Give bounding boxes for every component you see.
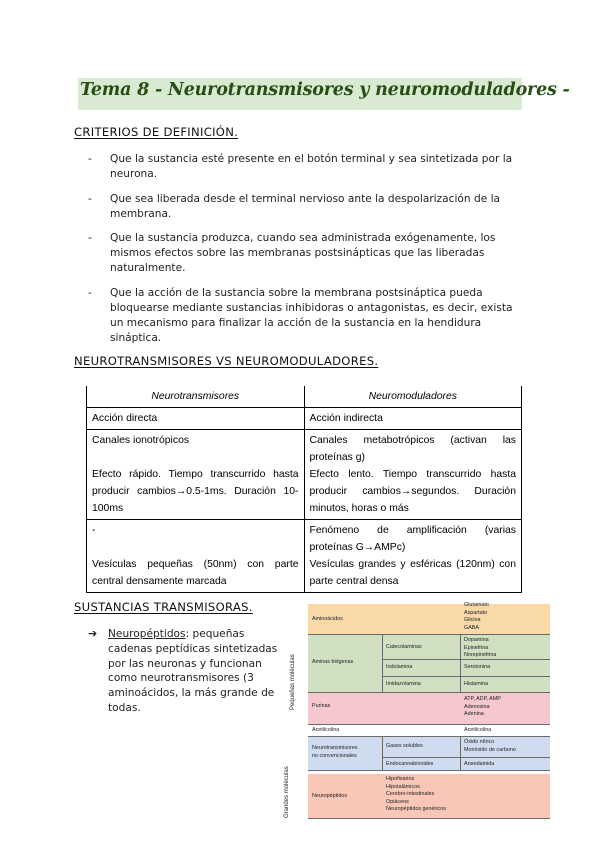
heading-sustancias: SUSTANCIAS TRANSMISORAS.: [74, 600, 253, 614]
table-header-row: [87, 386, 522, 408]
neuropeptidos-text-block: [108, 627, 278, 716]
label-aminas: Aminas biógenas: [312, 659, 354, 665]
list-item-text: Que la acción de la sustancia sobre la membrana postsináptica pueda bloquearse mediante sustancias inhibidoras o antagonistas, es decir, exista un mecanismo para finalizar la acción de la sustancia en la hendidura sináptica.: [110, 286, 513, 344]
divider-line: [308, 692, 550, 693]
divider-line: [382, 736, 383, 770]
side-label-large: Grandes moléculas: [284, 766, 290, 818]
table-row: [87, 430, 522, 520]
items-neuropeptidos: Hipofisarios Hipotalámicos Cerebro-intestinales Opiáceos Neuropéptidos genéricos: [386, 776, 446, 813]
divider-line: [460, 736, 461, 770]
band-acetilcolina: [308, 724, 550, 736]
list-item: [88, 192, 528, 222]
divider-line: [308, 736, 550, 737]
items-imidazolamina: Histamina: [464, 681, 488, 687]
divider-line: [308, 724, 550, 725]
band-aminoacidos: [308, 604, 550, 634]
label-no-convencionales: Neurotransmisores no convencionales: [312, 745, 358, 759]
list-item: [88, 152, 528, 182]
cell-vesiculas-nm: Fenómeno de amplificación (varias proteínas G→AMPc) Vesículas grandes y esféricas (120nm) con parte central densa: [304, 520, 522, 593]
list-item: [88, 231, 528, 276]
items-purinas: ATP, ADP, AMP Adenosina Adenina: [464, 696, 501, 718]
list-item-text: Que sea liberada desde el terminal nervioso ante la despolarización de la membrana.: [110, 192, 501, 220]
transmitter-classification-diagram: [278, 602, 560, 826]
table-row: [87, 520, 522, 593]
criterios-list: [88, 152, 528, 355]
cell-accion-nm: Acción indirecta: [304, 408, 522, 430]
heading-criterios: CRITERIOS DE DEFINICIÓN.: [74, 125, 239, 139]
cell-accion-nt: Acción directa: [87, 408, 305, 430]
divider-line: [308, 634, 550, 635]
bullet-dash: -: [88, 153, 92, 165]
list-item-text: Que la sustancia produzca, cuando sea administrada exógenamente, los mismos efectos sobre las membranas postsinápticas que las liberadas naturalmente.: [110, 232, 496, 274]
items-catecolaminas: Dopamina Epinefrina Norepinefrina: [464, 637, 497, 659]
divider-line: [382, 676, 550, 677]
label-purinas: Purinas: [312, 703, 331, 709]
band-purinas: [308, 692, 550, 724]
divider-line: [382, 634, 383, 692]
label-endocannabinoides: Endocannabinoides: [386, 761, 434, 767]
divider-line: [308, 818, 550, 819]
header-neuromoduladores: Neuromoduladores: [304, 386, 522, 408]
table-row: [87, 408, 522, 430]
bullet-dash: -: [88, 192, 92, 205]
items-acetilcolina: Acetilcolina: [464, 727, 492, 733]
items-gases: Óxido nítrico Monóxido de carbono: [464, 739, 516, 753]
heading-vs: NEUROTRANSMISORES VS NEUROMODULADORES.: [74, 354, 379, 368]
list-item: [88, 286, 528, 346]
label-acetilcolina: Acetilcolina: [312, 727, 340, 733]
comparison-table: [86, 386, 522, 593]
items-aminoacidos: Glutamato Aspartato Glicina GABA: [464, 602, 489, 631]
label-aminoacidos: Aminoácidos: [312, 616, 343, 622]
label-catecolaminas: Catecolaminas: [386, 644, 422, 650]
label-gases: Gases solubles: [386, 743, 423, 749]
arrow-bullet-icon: ➔: [88, 627, 98, 640]
items-indolamina: Serotonina: [464, 664, 491, 670]
list-item-text: Que la sustancia esté presente en el botón terminal y sea sintetizada por la neurona.: [110, 153, 513, 180]
cell-canales-nm: Canales metabotrópicos (activan las proteínas g) Efecto lento. Tiempo transcurrido hasta producir cambios→segundos. Duración minutos, horas o más: [304, 430, 522, 520]
neuropeptidos-definition: : pequeñas cadenas peptídicas sintetizadas por las neuronas y funcionan como neurotransmisores (3 aminoácidos, la más grande de todas.: [108, 628, 278, 714]
bullet-dash: -: [88, 232, 92, 244]
divider-line: [308, 770, 550, 771]
label-imidazolamina: Imidazolamina: [386, 681, 421, 687]
divider-line: [460, 634, 461, 692]
header-neurotransmisores: Neurotransmisores: [87, 386, 305, 408]
cell-canales-nt: Canales ionotrópicos Efecto rápido. Tiempo transcurrido hasta producir cambios→0.5-1ms. Duración 10-100ms: [87, 430, 305, 520]
label-indolamina: Indolamina: [386, 664, 413, 670]
bullet-dash: -: [88, 286, 92, 299]
items-endocannabinoides: Anandamida: [464, 761, 495, 767]
divider-line: [382, 757, 550, 758]
page-title: Tema 8 - Neurotransmisores y neuromoduladores -: [80, 80, 570, 100]
neuropeptidos-term: Neuropéptidos: [108, 628, 186, 640]
label-neuropeptidos: Neuropéptidos: [312, 793, 348, 799]
side-label-small: Pequeñas moléculas: [290, 654, 296, 710]
cell-vesiculas-nt: - Vesículas pequeñas (50nm) con parte central densamente marcada: [87, 520, 305, 593]
